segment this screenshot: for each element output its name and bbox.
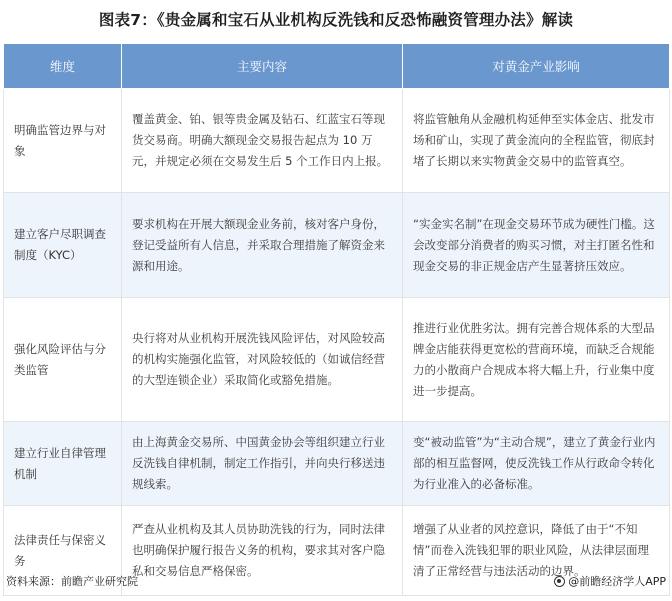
table-row bbox=[4, 89, 670, 193]
cell-content: 覆盖黄金、铂、银等贵金属及钻石、红蓝宝石等现货交易商。明确大额现金交易报告起点为 10 万元，并规定必须在交易发生后 5 个工作日内上报。 bbox=[122, 89, 403, 193]
figure-title: 图表7：《贵金属和宝石从业机构反洗钱和反恐怖融资管理办法》解读 bbox=[98, 11, 574, 29]
cell-dimension: 强化风险评估与分类监管 bbox=[4, 298, 122, 422]
brand-logo-icon bbox=[554, 576, 565, 587]
table-header-row bbox=[4, 44, 670, 89]
cell-impact: 增强了从业者的风控意识，降低了由于“不知情”而卷入洗钱犯罪的职业风险，从法律层面理清了正常经营与违法活动的边界。 bbox=[403, 506, 670, 596]
table-row bbox=[4, 422, 670, 506]
cell-dimension: 明确监管边界与对象 bbox=[4, 89, 122, 193]
cell-content: 要求机构在开展大额现金业务前，核对客户身份，登记受益所有人信息，并采取合理措施了解资金来源和用途。 bbox=[122, 193, 403, 298]
brand-label: @前瞻经济学人APP bbox=[568, 575, 666, 588]
cell-dimension: 法律责任与保密义务 bbox=[4, 506, 122, 596]
cell-content: 由上海黄金交易所、中国黄金协会等组织建立行业反洗钱自律机制，制定工作指引，并向央行移送违规线索。 bbox=[122, 422, 403, 506]
cell-impact: “实金实名制”在现金交易环节成为硬性门槛。这会改变部分消费者的购买习惯，对主打匿名性和现金交易的非正规金店产生显著挤压效应。 bbox=[403, 193, 670, 298]
cell-dimension: 建立客户尽职调查制度（KYC） bbox=[4, 193, 122, 298]
table-row bbox=[4, 298, 670, 422]
cell-dimension: 建立行业自律管理机制 bbox=[4, 422, 122, 506]
cell-impact: 变“被动监管”为“主动合规”，建立了黄金行业内部的相互监督网，使反洗钱工作从行政命令转化为行业准入的必备标准。 bbox=[403, 422, 670, 506]
table-row bbox=[4, 193, 670, 298]
cell-impact: 将监管触角从金融机构延伸至实体金店、批发市场和矿山，实现了黄金流向的全程监管，彻底封堵了长期以来实物黄金交易中的监管真空。 bbox=[403, 89, 670, 193]
source-note: 资料来源：前瞻产业研究院 bbox=[6, 575, 138, 588]
brand-credit bbox=[554, 573, 666, 589]
header-main-content: 主要内容 bbox=[122, 44, 403, 89]
cell-content: 严查从业机构及其人员协助洗钱的行为，同时法律也明确保护履行报告义务的机构，要求其对客户隐私和交易信息严格保密。 bbox=[122, 506, 403, 596]
header-industry-impact: 对黄金产业影响 bbox=[403, 44, 670, 89]
header-dimension: 维度 bbox=[4, 44, 122, 89]
cell-impact: 推进行业优胜劣汰。拥有完善合规体系的大型品牌金店能获得更宽松的营商环境，而缺乏合规能力的小散商户合规成本将大幅上升，行业集中度进一步提高。 bbox=[403, 298, 670, 422]
policy-interpretation-table bbox=[3, 43, 670, 596]
cell-content: 央行将对从业机构开展洗钱风险评估，对风险较高的机构实施强化监管，对风险较低的（如诚信经营的大型连锁企业）采取简化或豁免措施。 bbox=[122, 298, 403, 422]
